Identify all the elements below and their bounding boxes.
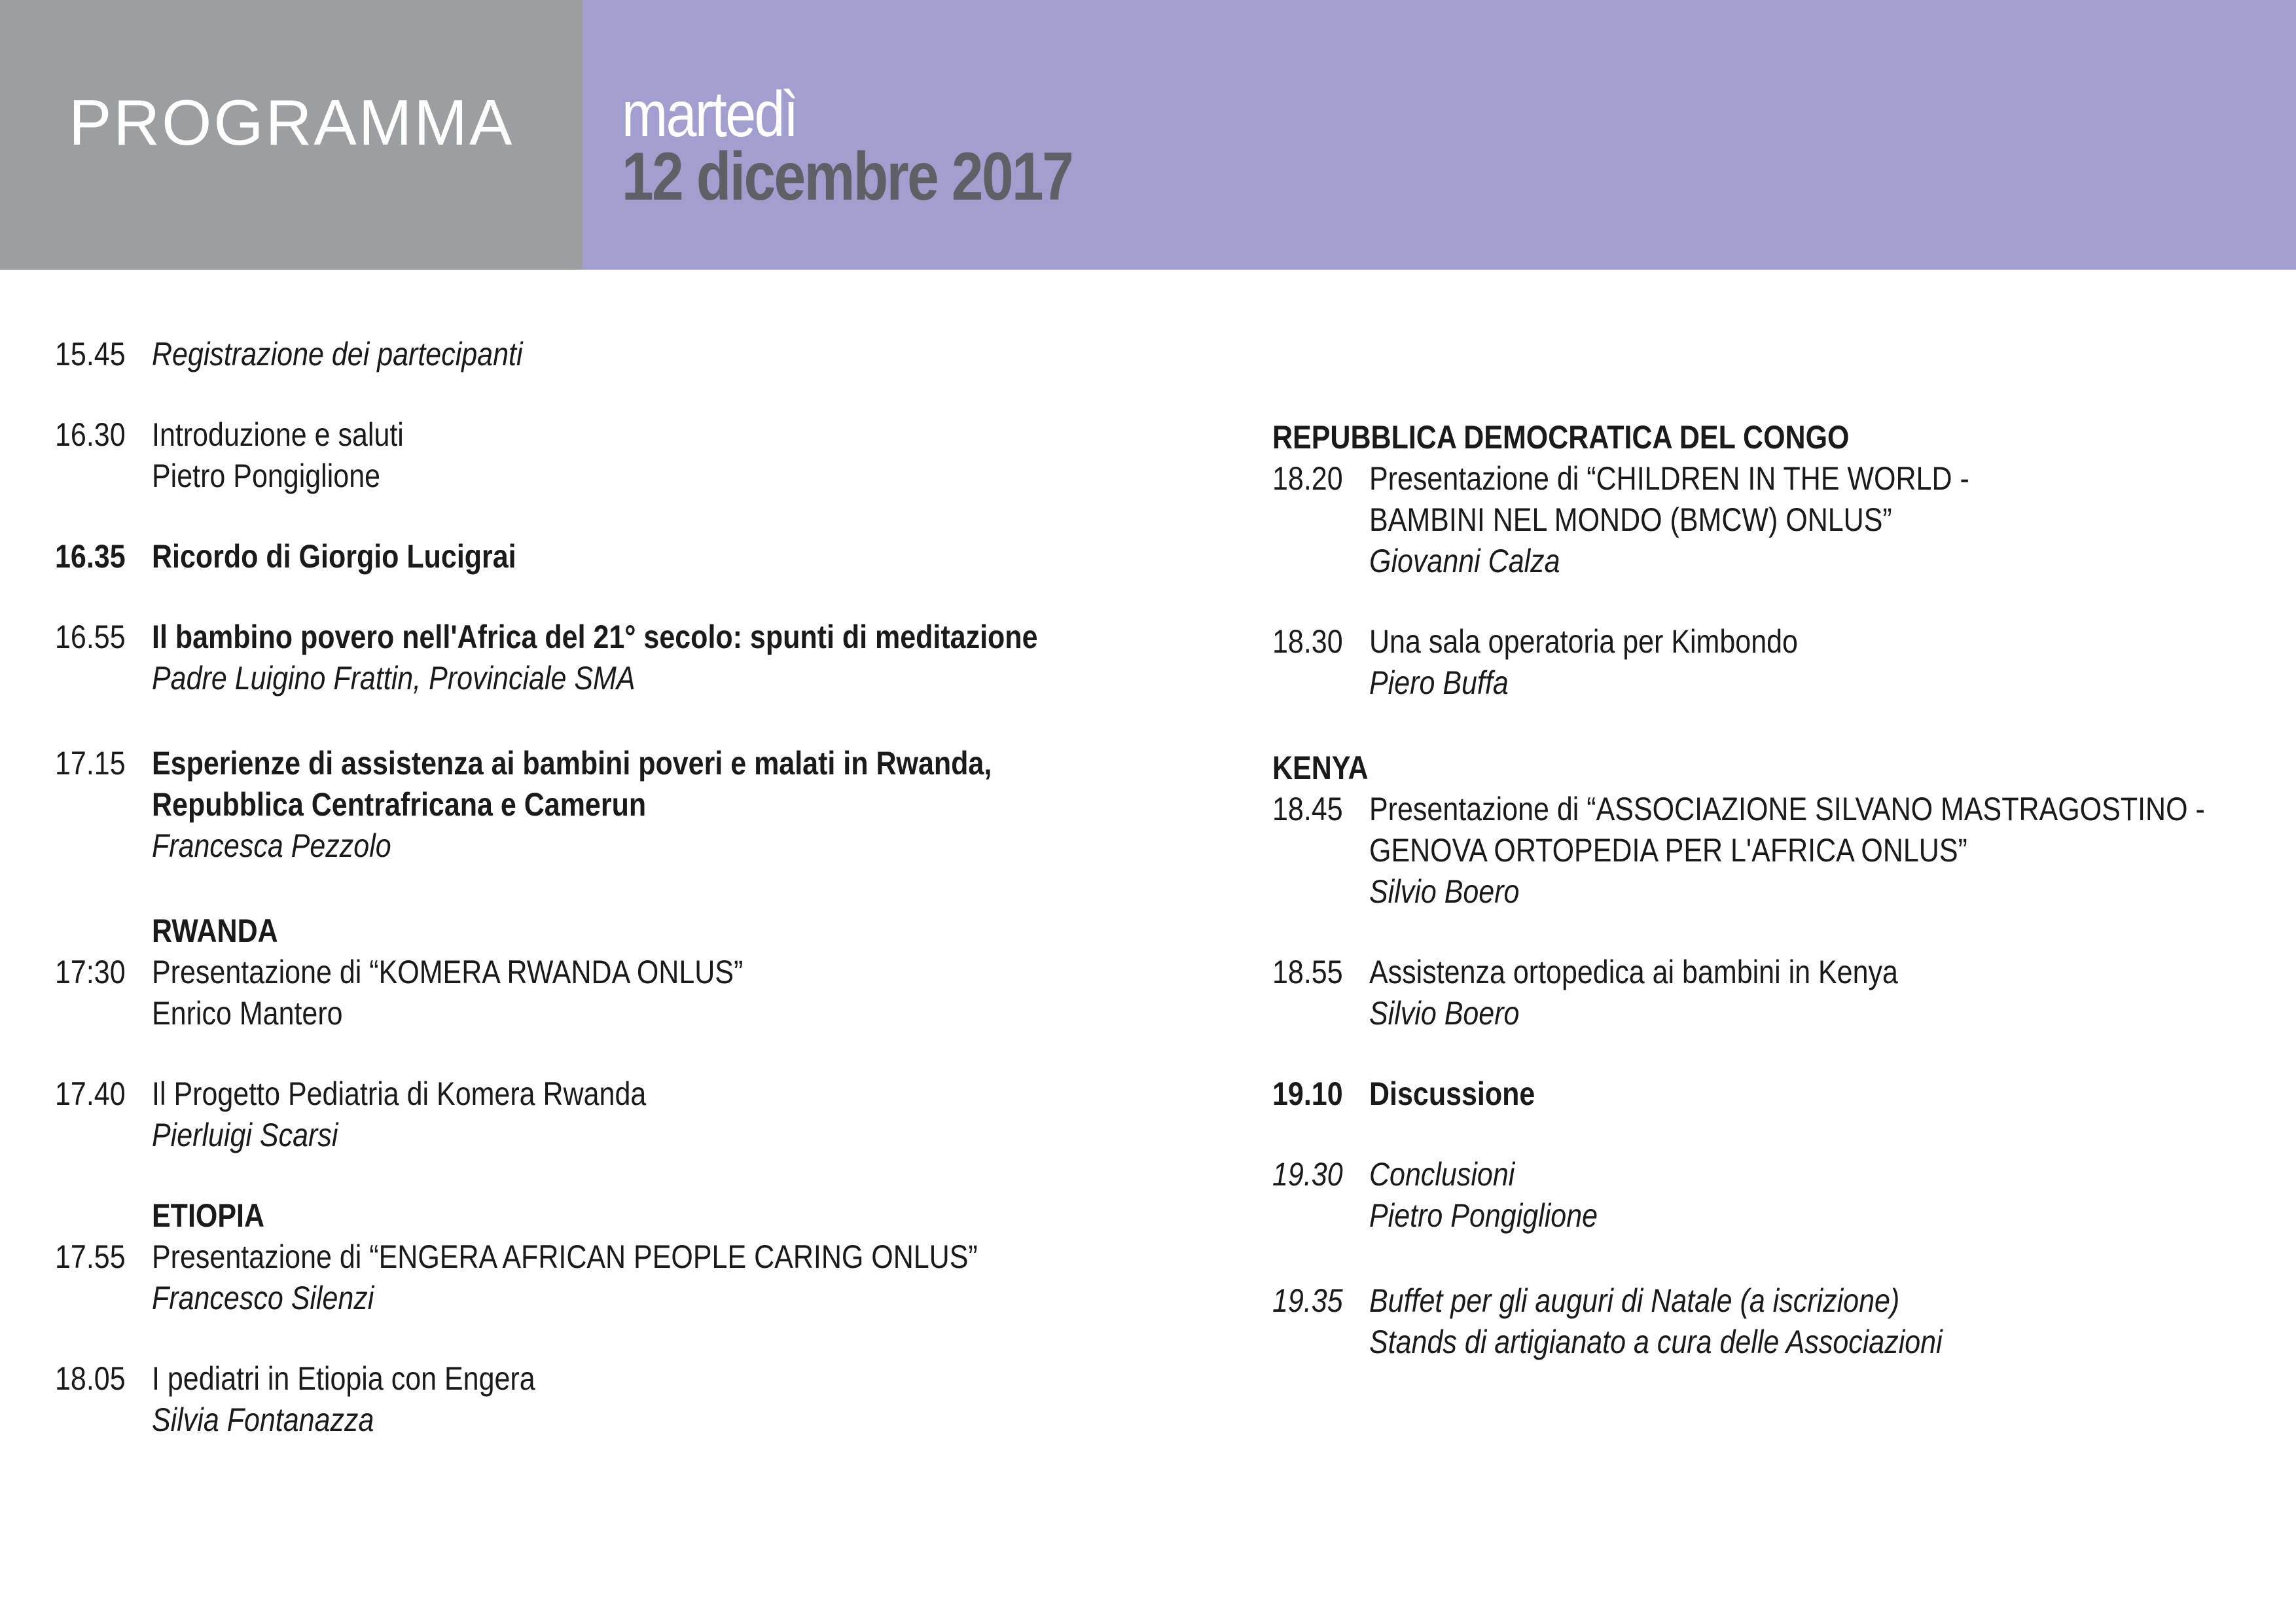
- program-entry: [55, 536, 1168, 577]
- entry-time: 18.30: [1272, 623, 1343, 660]
- entry-time: 19.10: [1272, 1075, 1343, 1112]
- entry-title: Esperienze di assistenza ai bambini poveri e malati in Rwanda,: [152, 745, 992, 782]
- section-heading-congo: REPUBBLICA DEMOCRATICA DEL CONGO: [1272, 419, 1850, 456]
- entry-title: Presentazione di “ENGERA AFRICAN PEOPLE CARING ONLUS”: [152, 1238, 978, 1275]
- program-entry: [55, 743, 1168, 867]
- entry-speaker: Pierluigi Scarsi: [152, 1117, 338, 1153]
- entry-title: Presentazione di “CHILDREN IN THE WORLD -: [1369, 460, 1969, 497]
- entry-speaker: Giovanni Calza: [1369, 543, 1560, 579]
- entry-speaker: Pietro Pongiglione: [152, 458, 381, 494]
- program-entry: [55, 1074, 1168, 1156]
- entry-title: Assistenza ortopedica ai bambini in Kenya: [1369, 954, 1898, 990]
- entry-title-cont: GENOVA ORTOPEDIA PER L'AFRICA ONLUS”: [1369, 832, 1967, 869]
- entry-speaker: Silvia Fontanazza: [152, 1401, 374, 1438]
- program-entry: [55, 414, 1168, 497]
- entry-title: Buffet per gli auguri di Natale (a iscrizione): [1369, 1282, 1900, 1319]
- page-title: PROGRAMMA: [69, 86, 514, 158]
- entry-speaker: Silvio Boero: [1369, 873, 1520, 910]
- entry-speaker: Francesco Silenzi: [152, 1280, 374, 1316]
- entry-speaker: Enrico Mantero: [152, 995, 343, 1032]
- program-column-left: [55, 334, 1168, 1441]
- entry-title: Conclusioni: [1369, 1156, 1515, 1193]
- program-entry: [55, 617, 1168, 699]
- program-entry: [55, 1358, 1168, 1441]
- entry-time: 18.45: [1272, 791, 1343, 827]
- program-entry: [1272, 1074, 2280, 1115]
- entry-speaker: Francesca Pezzolo: [152, 827, 391, 864]
- entry-title: Presentazione di “KOMERA RWANDA ONLUS”: [152, 954, 744, 990]
- program-entry: [1272, 458, 2280, 582]
- entry-title: I pediatri in Etiopia con Engera: [152, 1360, 535, 1397]
- program-entry: [1272, 952, 2280, 1034]
- entry-time: 19.30: [1272, 1156, 1343, 1193]
- program-column-right: [1272, 417, 2280, 1363]
- program-entry: [1272, 621, 2280, 704]
- entry-speaker: Padre Luigino Frattin, Provinciale SMA: [152, 660, 636, 696]
- entry-time: 16.55: [55, 619, 126, 655]
- header-date: 12 dicembre 2017: [622, 139, 1073, 215]
- header-day: martedì: [622, 78, 797, 150]
- section-heading-kenya: KENYA: [1272, 749, 1369, 786]
- entry-speaker: Pietro Pongiglione: [1369, 1197, 1598, 1234]
- entry-note: Stands di artigianato a cura delle Associazioni: [1369, 1324, 1943, 1360]
- program-entry: [55, 334, 1168, 375]
- program-entry: [1272, 789, 2280, 912]
- program-entry: [55, 952, 1168, 1034]
- entry-title-cont: BAMBINI NEL MONDO (BMCW) ONLUS”: [1369, 501, 1892, 538]
- program-entry: [1272, 1280, 2280, 1363]
- entry-time: 18.55: [1272, 954, 1343, 990]
- entry-title: Introduzione e saluti: [152, 416, 404, 453]
- entry-speaker: Piero Buffa: [1369, 664, 1509, 701]
- program-entry: [55, 1236, 1168, 1319]
- entry-title: Discussione: [1369, 1075, 1535, 1112]
- entry-time: 19.35: [1272, 1282, 1343, 1319]
- entry-time: 18.05: [55, 1360, 126, 1397]
- program-entry: [1272, 1154, 2280, 1236]
- entry-title: Il bambino povero nell'Africa del 21° secolo: spunti di meditazione: [152, 619, 1038, 655]
- section-heading-rwanda: RWANDA: [152, 912, 278, 949]
- entry-title: Ricordo di Giorgio Lucigrai: [152, 538, 516, 575]
- entry-title: Una sala operatoria per Kimbondo: [1369, 623, 1798, 660]
- entry-time: 17.40: [55, 1075, 126, 1112]
- entry-time: 15.45: [55, 336, 126, 372]
- entry-title-cont: Repubblica Centrafricana e Camerun: [152, 786, 647, 823]
- entry-speaker: Silvio Boero: [1369, 995, 1520, 1032]
- entry-title: Presentazione di “ASSOCIAZIONE SILVANO MASTRAGOSTINO -: [1369, 791, 2205, 827]
- entry-time: 18.20: [1272, 460, 1343, 497]
- entry-time: 16.35: [55, 538, 126, 575]
- entry-time: 17:30: [55, 954, 126, 990]
- entry-title: Registrazione dei partecipanti: [152, 336, 523, 372]
- entry-time: 17.55: [55, 1238, 126, 1275]
- entry-time: 16.30: [55, 416, 126, 453]
- header-right-panel: [583, 0, 2296, 270]
- section-heading-etiopia: ETIOPIA: [152, 1197, 265, 1234]
- entry-time: 17.15: [55, 745, 126, 782]
- entry-title: Il Progetto Pediatria di Komera Rwanda: [152, 1075, 647, 1112]
